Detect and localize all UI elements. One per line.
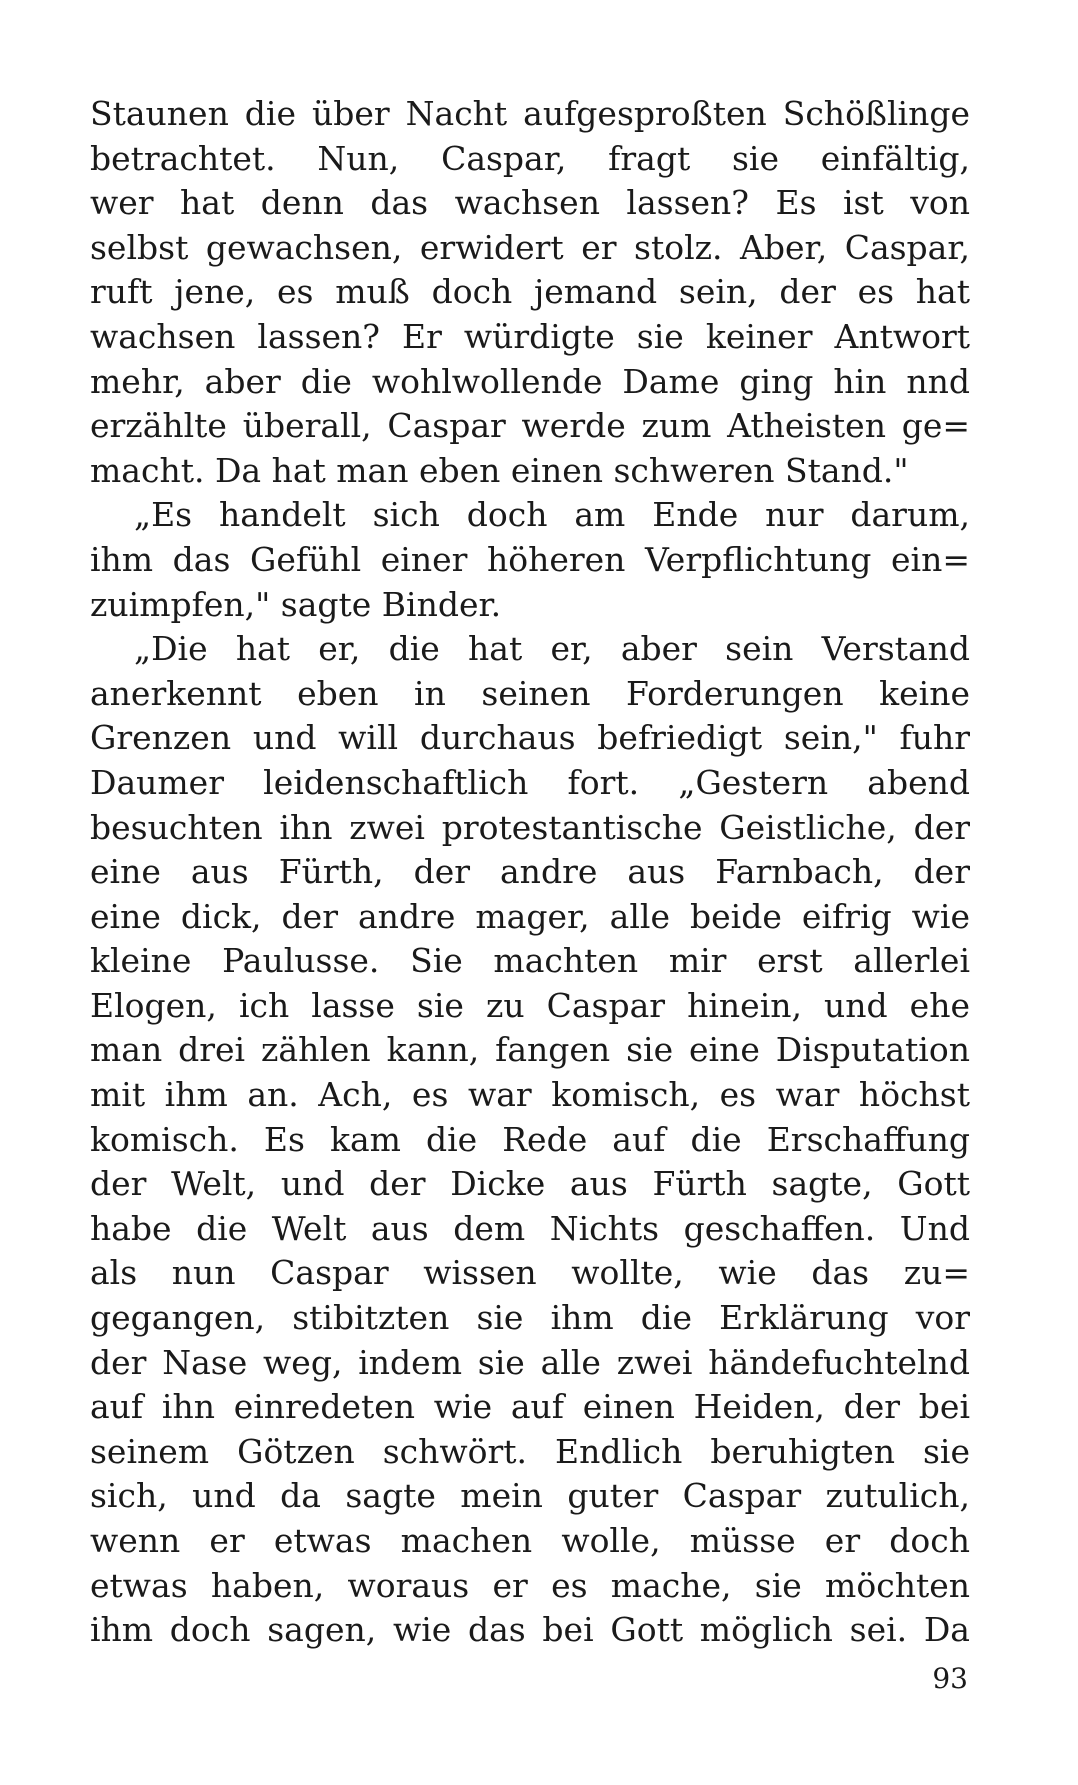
text-line: „Die hat er, die hat er, aber sein Verstand: [134, 629, 970, 669]
text-line: man drei zählen kann, fangen sie eine Disputation: [90, 1030, 970, 1070]
text-line: mit ihm an. Ach, es war komisch, es war höchst: [90, 1075, 970, 1115]
text-line: wachsen lassen? Er würdigte sie keiner Antwort: [90, 316, 970, 356]
text-line: selbst gewachsen, erwidert er stolz. Aber, Caspar,: [90, 227, 970, 267]
text-line: der Welt, und der Dicke aus Fürth sagte, Gott: [90, 1164, 970, 1204]
body-text: [90, 92, 970, 1653]
text-line: mehr, aber die wohlwollende Dame ging hin nnd: [90, 361, 970, 401]
text-line: auf ihn einredeten wie auf einen Heiden, der bei: [90, 1387, 970, 1427]
text-line: der Nase weg, indem sie alle zwei händefuchtelnd: [90, 1342, 970, 1382]
text-line: ruft jene, es muß doch jemand sein, der es hat: [90, 272, 970, 312]
text-line: wer hat denn das wachsen lassen? Es ist von: [90, 183, 970, 223]
text-line: wenn er etwas machen wolle, müsse er doch: [90, 1521, 970, 1560]
text-line: gegangen, stibitzten sie ihm die Erklärung vor: [90, 1298, 970, 1338]
text-line: Daumer leidenschaftlich fort. „Gestern abend: [90, 762, 970, 802]
text-line: Staunen die über Nacht aufgesproßten Schößlinge: [90, 94, 970, 133]
page-number: 93: [932, 1662, 968, 1695]
text-line: seinem Götzen schwört. Endlich beruhigten sie: [90, 1431, 970, 1471]
text-line: eine dick, der andre mager, alle beide eifrig wie: [90, 896, 970, 936]
text-line: macht. Da hat man eben einen schweren Stand.": [90, 450, 909, 490]
text-line: eine aus Fürth, der andre aus Farnbach, der: [90, 852, 970, 892]
text-line: anerkennt eben in seinen Forderungen keine: [90, 673, 970, 713]
text-line: als nun Caspar wissen wollte, wie das zu=: [90, 1253, 970, 1293]
text-line: ihm das Gefühl einer höheren Verpflichtung ein=: [90, 539, 970, 579]
text-line: Grenzen und will durchaus befriedigt sein," fuhr: [90, 718, 970, 758]
text-line: „Es handelt sich doch am Ende nur darum,: [134, 495, 970, 535]
text-line: komisch. Es kam die Rede auf die Erschaffung: [90, 1119, 970, 1159]
text-line: habe die Welt aus dem Nichts geschaffen. Und: [90, 1208, 970, 1248]
text-line: sich, und da sagte mein guter Caspar zutulich,: [90, 1476, 970, 1516]
text-line: erzählte überall, Caspar werde zum Atheisten ge=: [90, 406, 970, 446]
text-line: etwas haben, woraus er es mache, sie möchten: [90, 1565, 970, 1605]
text-line: Elogen, ich lasse sie zu Caspar hinein, und ehe: [90, 985, 970, 1025]
text-line: betrachtet. Nun, Caspar, fragt sie einfältig,: [90, 138, 970, 178]
text-line: zuimpfen," sagte Binder.: [90, 584, 502, 624]
text-line: ihm doch sagen, wie das bei Gott möglich sei. Da: [90, 1610, 970, 1650]
text-line: besuchten ihn zwei protestantische Geistliche, der: [90, 807, 970, 847]
text-line: kleine Paulusse. Sie machten mir erst allerlei: [90, 941, 970, 981]
